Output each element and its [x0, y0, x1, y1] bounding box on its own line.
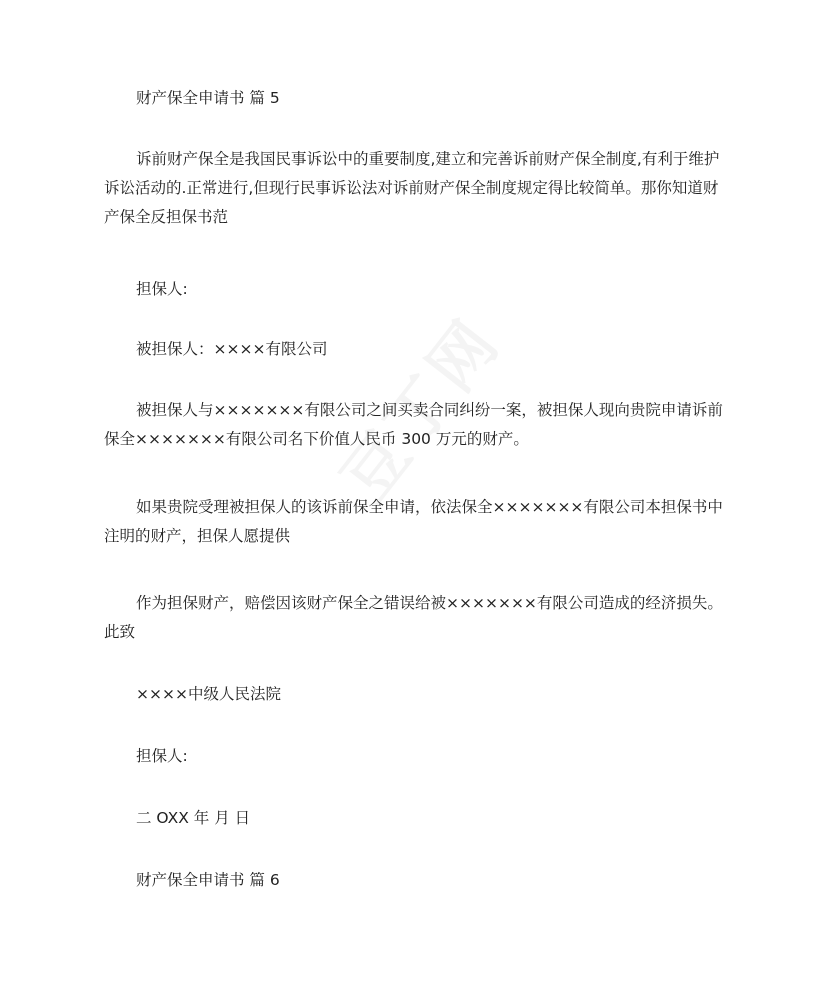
guaranteed-party-line: 被担保人：××××有限公司 — [136, 340, 328, 358]
section-heading-6: 财产保全申请书 篇 6 — [136, 871, 280, 889]
intro-paragraph — [104, 145, 724, 232]
case-paragraph — [104, 396, 724, 454]
section-heading-5: 财产保全申请书 篇 5 — [136, 89, 280, 107]
date-line: 二 OXX 年 月 日 — [136, 809, 251, 827]
commitment-paragraph — [104, 493, 724, 551]
case-text: 被担保人与×××××××有限公司之间买卖合同纠纷一案，被担保人现向贵院申请诉前保全×××××××有限公司名下价值人民币 300 万元的财产。 — [104, 401, 723, 448]
guarantor-signature-label: 担保人: — [136, 747, 188, 765]
guarantor-label: 担保人: — [136, 280, 188, 298]
compensation-paragraph — [104, 589, 724, 647]
court-line: ××××中级人民法院 — [136, 685, 281, 703]
intro-text: 诉前财产保全是我国民事诉讼中的重要制度,建立和完善诉前财产保全制度,有利于维护诉讼活动的.正常进行,但现行民事诉讼法对诉前财产保全制度规定得比较简单。那你知道财产保全反担保书范 — [104, 150, 720, 226]
compensation-text: 作为担保财产，赔偿因该财产保全之错误给被×××××××有限公司造成的经济损失。 此致 — [104, 594, 723, 641]
commitment-text: 如果贵院受理被担保人的该诉前保全申请，依法保全×××××××有限公司本担保书中注明的财产，担保人愿提供 — [104, 498, 723, 545]
